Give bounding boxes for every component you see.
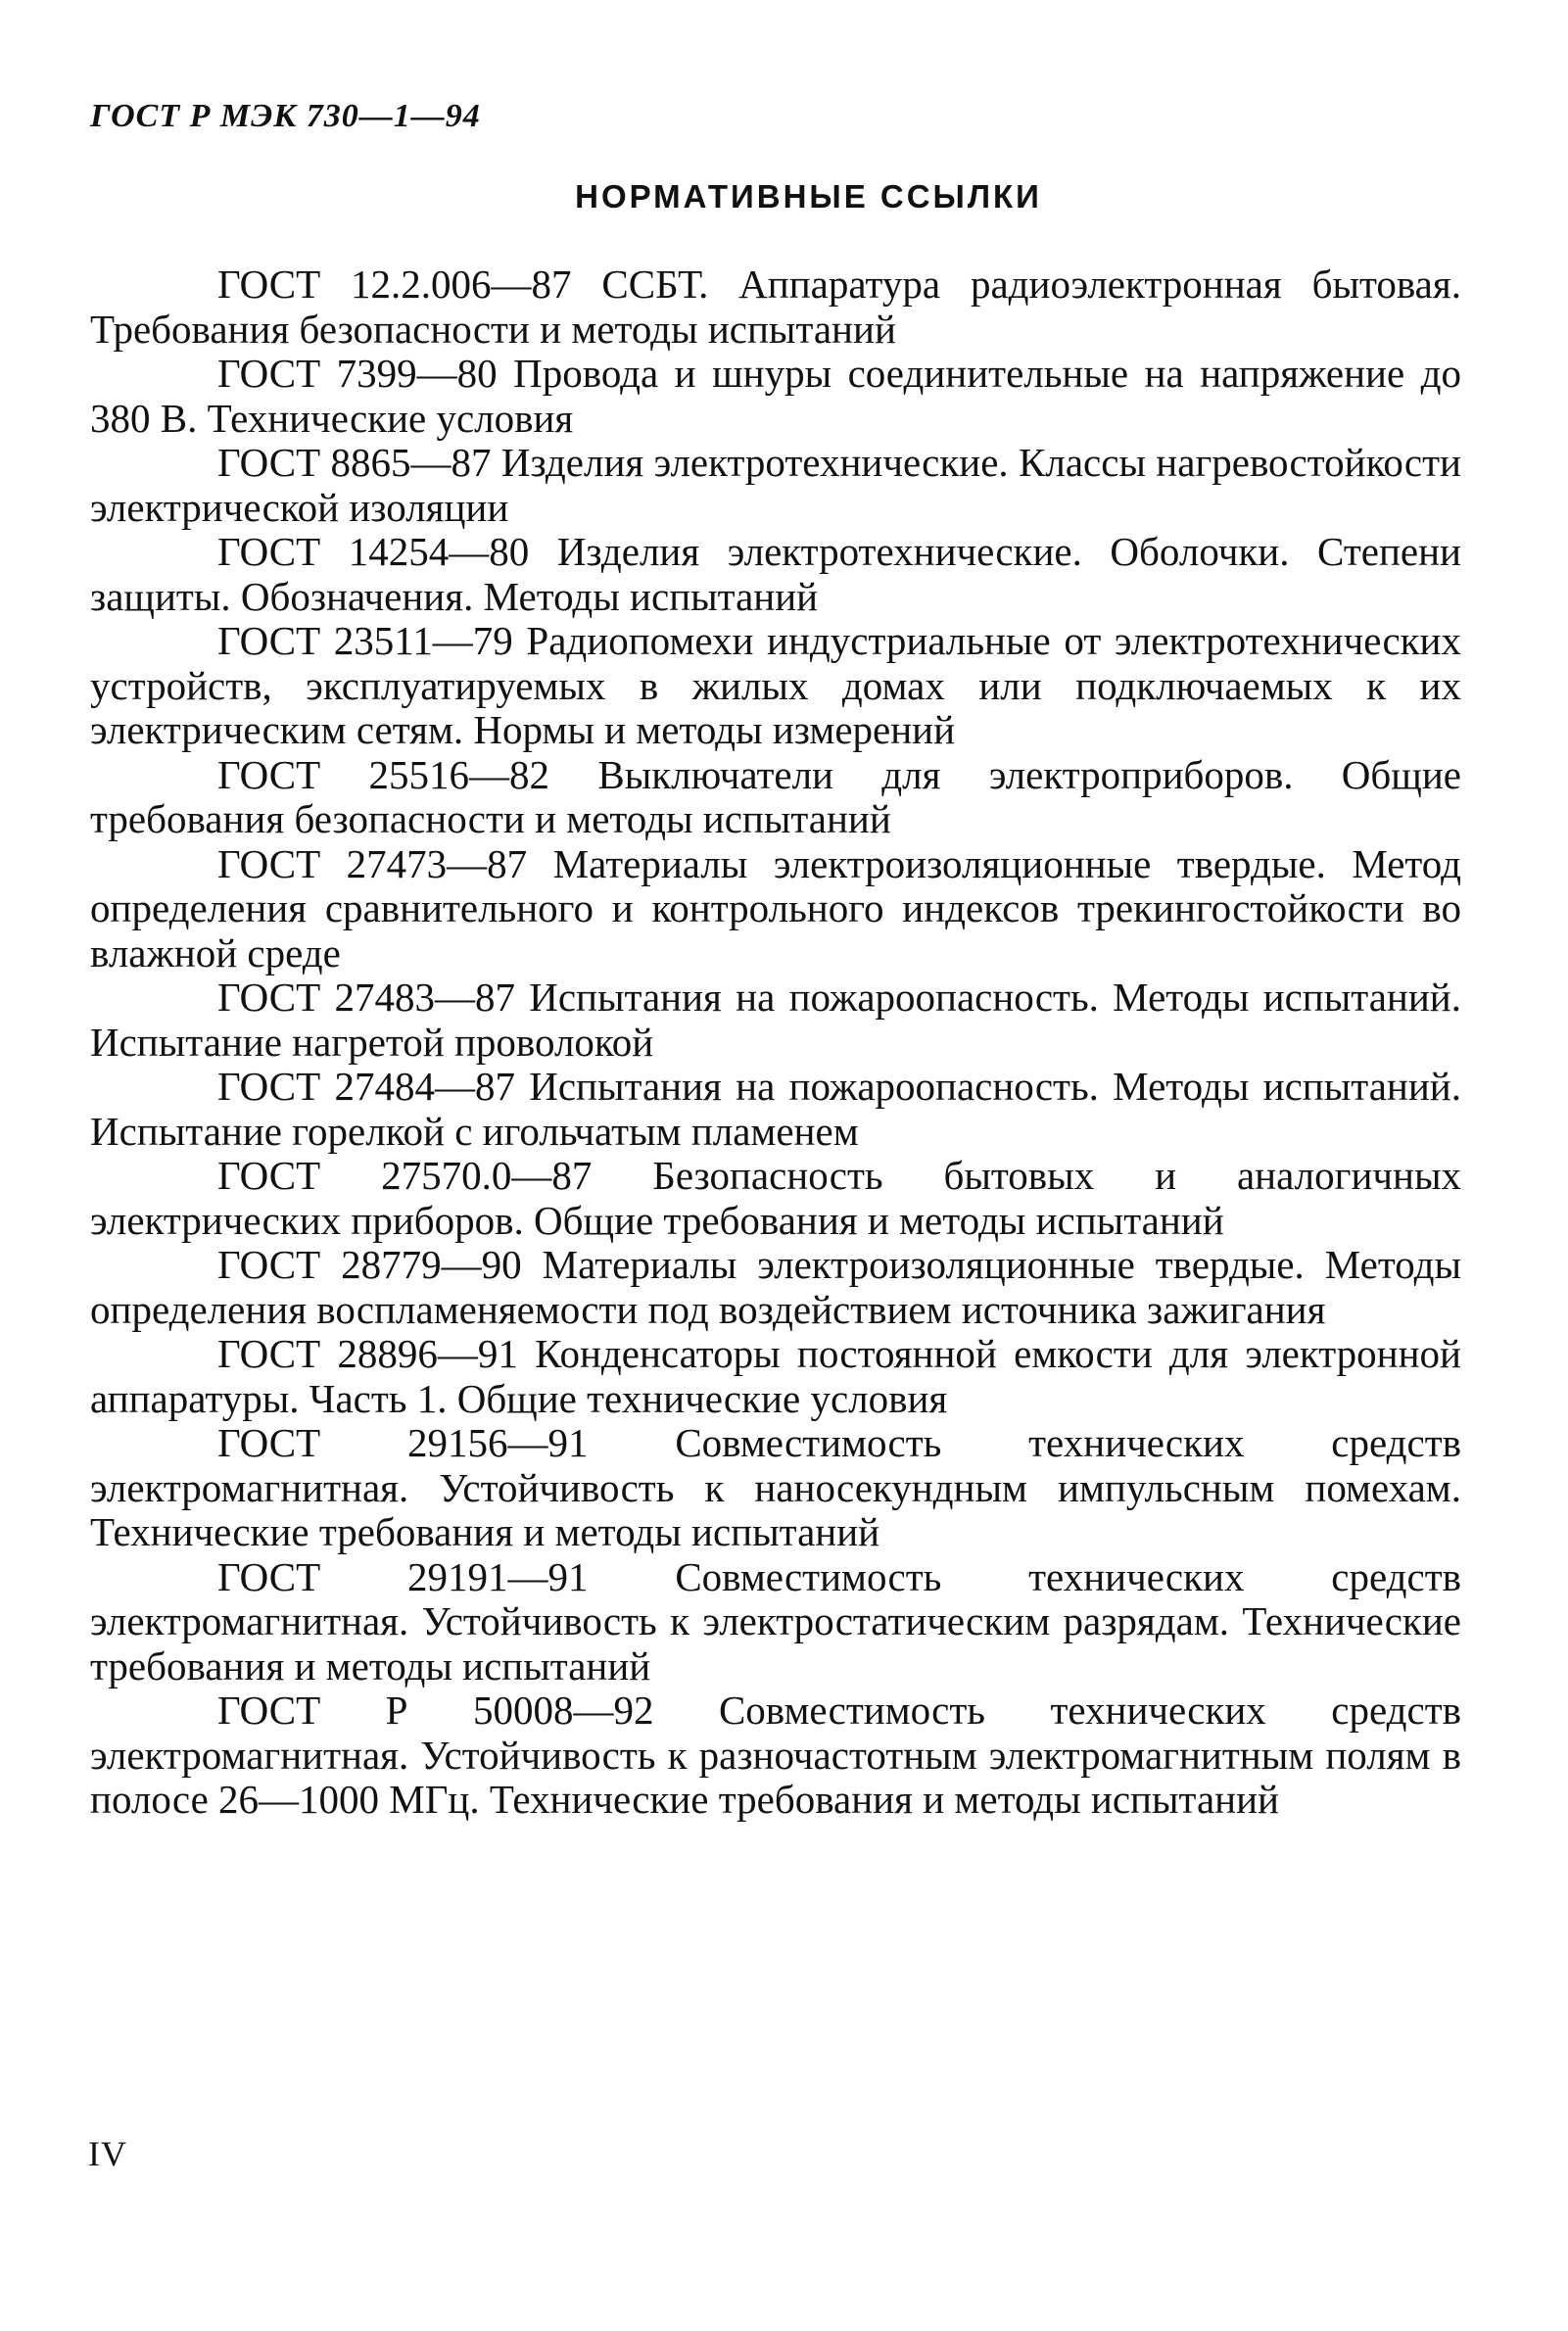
reference-item: ГОСТ 27570.0—87 Безопасность бытовых и аналогичных электрических приборов. Общие требования и методы испытаний [90,1153,1461,1243]
reference-item: ГОСТ 7399—80 Провода и шнуры соединительные на напряжение до 380 В. Технические условия [90,351,1461,441]
reference-item: ГОСТ 14254—80 Изделия электротехнические. Оболочки. Степени защиты. Обозначения. Методы испытаний [90,529,1461,619]
reference-item: ГОСТ 28779—90 Материалы электроизоляционные твердые. Методы определения воспламеняемости под воздействием источника зажигания [90,1242,1461,1332]
document-code-header: ГОСТ Р МЭК 730—1—94 [90,98,481,134]
reference-item: ГОСТ 27484—87 Испытания на пожароопасность. Методы испытаний. Испытание горелкой с игольчатым пламенем [90,1064,1461,1154]
reference-item: ГОСТ 23511—79 Радиопомехи индустриальные от электротехнических устройств, эксплуатируемых в жилых домах или подключаемых к их электрическим сетям. Нормы и методы измерений [90,618,1461,752]
normative-references-list [90,262,1461,1823]
reference-item: ГОСТ 29156—91 Совместимость технических средств электромагнитная. Устойчивость к наносекундным импульсным помехам. Технические требования и методы испытаний [90,1420,1461,1554]
reference-item: ГОСТ 25516—82 Выключатели для электроприборов. Общие требования безопасности и методы испытаний [90,751,1461,841]
reference-item: ГОСТ 12.2.006—87 ССБТ. Аппаратура радиоэлектронная бытовая. Требования безопасности и методы испытаний [90,262,1461,352]
reference-item: ГОСТ 29191—91 Совместимость технических средств электромагнитная. Устойчивость к электростатическим разрядам. Технические требования и методы испытаний [90,1553,1461,1689]
reference-item: ГОСТ 8865—87 Изделия электротехнические. Классы нагревостойкости электрической изоляции [90,440,1461,530]
page-number: IV [88,2134,127,2173]
reference-item: ГОСТ Р 50008—92 Совместимость технических средств электромагнитная. Устойчивость к разночастотным электромагнитным полям в полосе 26—1000 МГц. Технические требования и методы испытаний [90,1688,1461,1822]
reference-item: ГОСТ 27483—87 Испытания на пожароопасность. Методы испытаний. Испытание нагретой проволокой [90,975,1461,1065]
section-title: НОРМАТИВНЫЕ ССЫЛКИ [575,178,1042,214]
reference-item: ГОСТ 27473—87 Материалы электроизоляционные твердые. Метод определения сравнительного и контрольного индексов трекингостойкости во влажной среде [90,840,1461,975]
reference-item: ГОСТ 28896—91 Конденсаторы постоянной емкости для электронной аппаратуры. Часть 1. Общие технические условия [90,1331,1461,1421]
